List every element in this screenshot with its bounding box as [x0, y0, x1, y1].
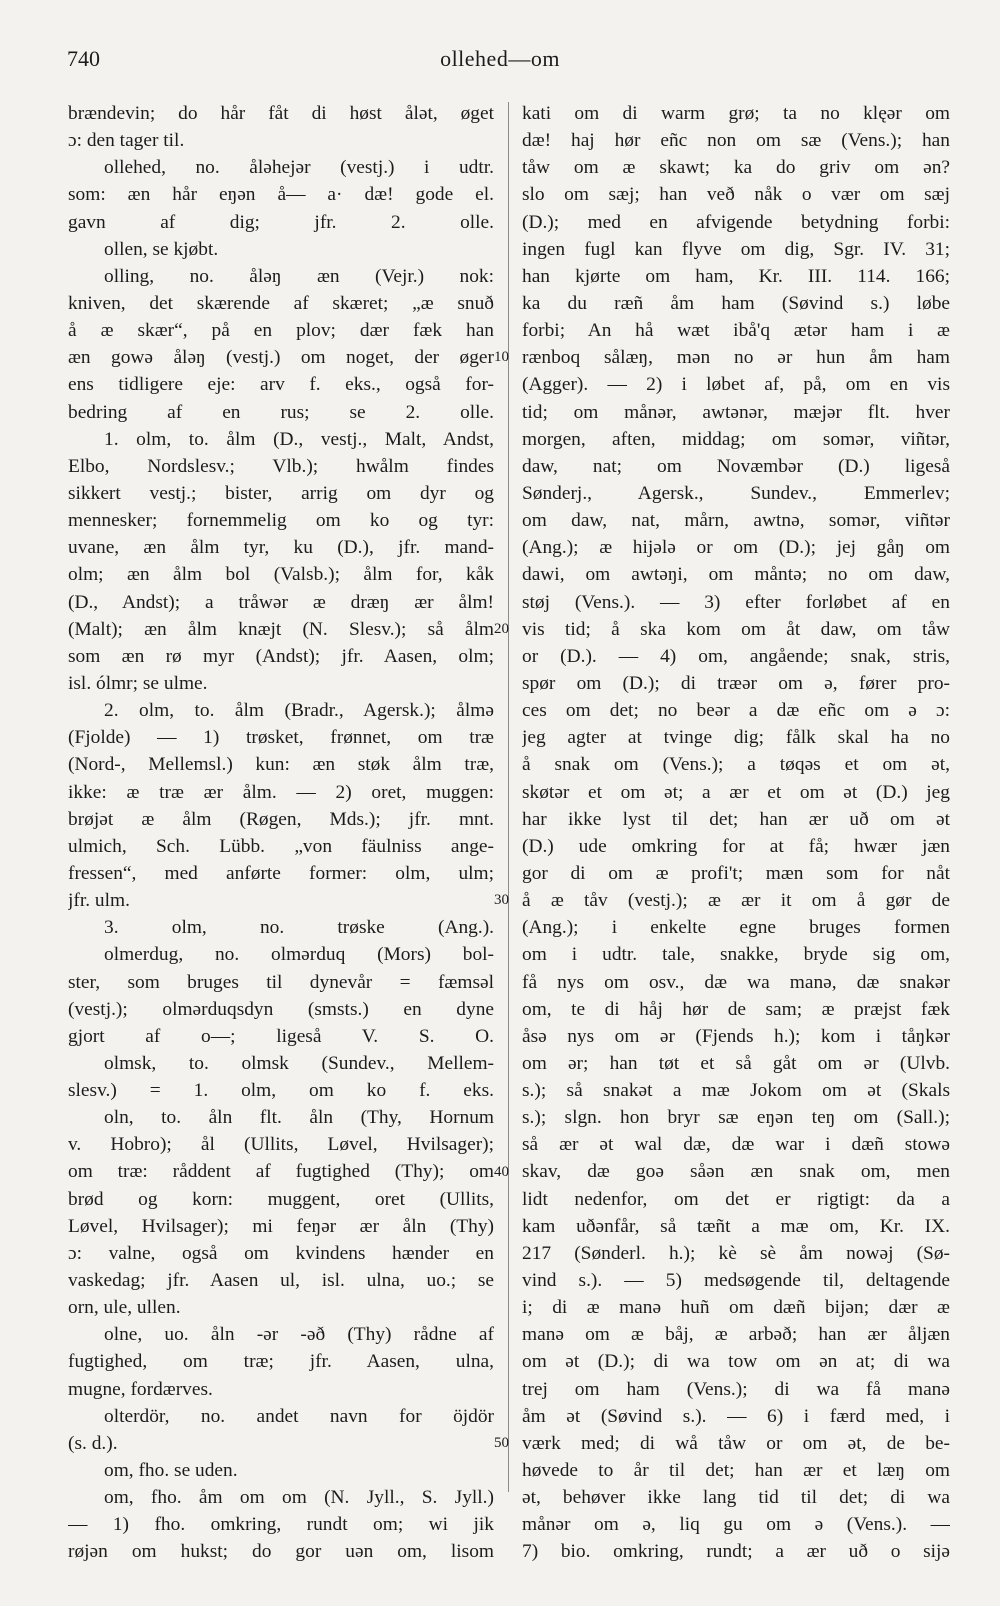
- page-number: 740: [67, 46, 100, 71]
- column-divider: [508, 102, 509, 1492]
- text-line: olmsk, to. olmsk (Sundev., Mellem-: [104, 1052, 494, 1074]
- line-number: 10: [494, 349, 509, 366]
- text-line: slesv.) = 1. olm, om ko f. eks.: [68, 1080, 494, 1102]
- text-line: om ət (D.); di wa tow om ən at; di wa: [522, 1351, 950, 1373]
- line-number: 30: [494, 892, 509, 909]
- text-line: brøjət æ ålm (Røgen, Mds.); jfr. mnt.: [68, 808, 494, 830]
- text-line: åm ət (Søvind s.). — 6) i færd med, i: [522, 1405, 950, 1427]
- text-line: olterdör, no. andet navn for öjdör: [104, 1405, 494, 1427]
- text-line: gor di om æ profi't; mæn som for nåt: [522, 862, 950, 884]
- text-line: åsə nys om ər (Fjends h.); kom i tåŋkər: [522, 1025, 950, 1047]
- text-line: 217 (Sønderl. h.); kè sè åm nowəj (Sø-: [522, 1242, 950, 1264]
- text-line: vind s.). — 5) medsøgende til, deltagende: [522, 1270, 950, 1292]
- text-line: 2. olm, to. ålm (Bradr., Agersk.); ålmə: [104, 700, 494, 722]
- text-line: i; di æ manə huñ om dæñ bijən; dær æ: [522, 1297, 950, 1319]
- text-line: mugne, fordærves.: [68, 1378, 213, 1400]
- text-line: (Agger). — 2) i løbet af, på, om en vis: [522, 374, 950, 396]
- running-title: ollehed—om: [440, 46, 560, 71]
- text-line: (D.) ude omkring for at få; hwær jæn: [522, 835, 950, 857]
- text-line: isl. ólmr; se ulme.: [68, 672, 208, 694]
- text-line: om, fho. åm om om (N. Jyll., S. Jyll.): [104, 1487, 494, 1509]
- text-line: ka du ræñ åm ham (Søvind s.) løbe: [522, 292, 950, 314]
- text-line: kati om di warm grø; ta no klęər om: [522, 103, 950, 124]
- text-line: manə om æ båj, æ arbəð; han ær åljæn: [522, 1324, 950, 1346]
- text-line: 7) bio. omkring, rundt; a ær uð o sijə: [522, 1541, 950, 1563]
- text-line: (D., Andst); a tråwər æ dræŋ ær ålm!: [68, 591, 494, 613]
- text-line: Elbo, Nordslesv.; Vlb.); hwålm findes: [68, 455, 494, 477]
- text-line: s.); så snakət a mæ Jokom om ət (Skals: [522, 1080, 950, 1102]
- line-number: 40: [494, 1163, 509, 1180]
- text-line: skav, dæ goə såən æn snak om, men: [522, 1161, 950, 1183]
- text-line: ɔ: den tager til.: [68, 130, 185, 152]
- text-line: s.); slgn. hon bryr sæ eŋən teŋ om (Sall.);: [522, 1107, 950, 1129]
- text-line: (D.); med en afvigende betydning forbi:: [522, 211, 950, 233]
- text-line: ulmich, Sch. Lübb. „von fäulniss ange-: [68, 835, 494, 857]
- text-line: vis tid; å ska kom om åt daw, om tåw: [522, 618, 950, 640]
- text-line: forbi; An hå wæt ibå'q ætər ham i æ: [522, 320, 950, 342]
- text-line: tåw om æ skawt; ka do griv om ən?: [522, 157, 950, 179]
- text-line: or (D.). — 4) om, angående; snak, stris,: [522, 645, 950, 667]
- text-line: (vestj.); olmərduqsdyn (smsts.) en dyne: [68, 998, 494, 1020]
- text-line: uvane, æn ålm tyr, ku (D.), jfr. mand-: [68, 537, 494, 559]
- text-line: høvede to år til det; han ær et læŋ om: [522, 1460, 950, 1482]
- right-column: [522, 100, 950, 1566]
- text-line: fugtighed, om træ; jfr. Aasen, ulna,: [68, 1351, 494, 1373]
- text-line: ollehed, no. åləhejər (vestj.) i udtr.: [104, 157, 494, 179]
- text-line: v. Hobro); ål (Ullits, Løvel, Hvilsager);: [68, 1134, 494, 1156]
- text-line: (Ang.); i enkelte egne bruges formen: [522, 917, 950, 939]
- text-line: æn gowə åləŋ (vestj.) om noget, der øger: [68, 347, 494, 369]
- text-line: ens tidligere eje: arv f. eks., også for-: [68, 374, 494, 396]
- text-line: få nys om osv., dæ wa manə, dæ snakər: [522, 971, 950, 993]
- text-line: ster, som bruges til dynevår = fæmsəl: [68, 971, 494, 993]
- text-line: tid; om månər, awtənər, mæjər flt. hver: [522, 401, 950, 423]
- text-line: om træ: råddent af fugtighed (Thy); om: [68, 1161, 494, 1183]
- text-line: oln, to. åln flt. åln (Thy, Hornum: [104, 1107, 494, 1129]
- left-column: [68, 100, 494, 1566]
- text-line: røjən om hukst; do gor uən om, lisom: [68, 1541, 494, 1563]
- text-line: spør om (D.); di træər om ə, fører pro-: [522, 672, 950, 694]
- text-line: så ær ət wal dæ, dæ war i dæñ stowə: [522, 1134, 950, 1156]
- text-line: jfr. ulm.: [68, 890, 130, 912]
- text-line: brændevin; do hår fåt di høst ålət, øget: [68, 103, 494, 124]
- text-line: å æ skær“, på en plov; dær fæk han: [68, 320, 494, 342]
- text-line: dæ! haj hør eñc non om sæ (Vens.); han: [522, 130, 950, 152]
- text-line: Løvel, Hvilsager); mi feŋər ær åln (Thy): [68, 1215, 494, 1237]
- text-line: — 1) fho. omkring, rundt om; wi jik: [68, 1514, 494, 1536]
- text-line: gjort af o—; ligeså V. S. O.: [68, 1025, 494, 1047]
- text-line: morgen, aften, middag; om somər, viñtər,: [522, 428, 950, 450]
- text-line: Sønderj., Agersk., Sundev., Emmerlev;: [522, 482, 950, 504]
- text-line: vaskedag; jfr. Aasen ul, isl. ulna, uo.; se: [68, 1270, 494, 1292]
- text-line: 1. olm, to. ålm (D., vestj., Malt, Andst,: [104, 428, 494, 450]
- text-line: han kjørte om ham, Kr. III. 114. 166;: [522, 265, 950, 287]
- text-line: mennesker; fornemmelig om ko og tyr:: [68, 510, 494, 532]
- text-line: ət, behøver ikke lang tid til det; di wa: [522, 1487, 950, 1509]
- text-line: (Nord-, Mellemsl.) kun: æn støk ålm træ,: [68, 754, 494, 776]
- text-line: olmerdug, no. olmərduq (Mors) bol-: [104, 944, 494, 966]
- text-line: olm; æn ålm bol (Valsb.); ålm for, kåk: [68, 564, 494, 586]
- running-head: [0, 46, 1000, 76]
- text-line: slo om sæj; han veð nåk o vær om sæj: [522, 184, 950, 206]
- text-line: som æn rø myr (Andst); jfr. Aasen, olm;: [68, 645, 494, 667]
- text-line: ingen fugl kan flyve om dig, Sgr. IV. 31;: [522, 238, 950, 260]
- text-line: dawi, om awtəŋi, om måntə; no om daw,: [522, 564, 950, 586]
- text-line: daw, nat; om Novæmbər (D.) ligeså: [522, 455, 950, 477]
- text-line: olne, uo. åln -ər -əð (Thy) rådne af: [104, 1324, 494, 1346]
- text-line: om i udtr. tale, snakke, bryde sig om,: [522, 944, 950, 966]
- text-line: orn, ule, ullen.: [68, 1297, 181, 1319]
- text-line: ɔ: valne, også om kvindens hænder en: [68, 1242, 494, 1264]
- text-line: (Ang.); æ hijələ or om (D.); jej gåŋ om: [522, 537, 950, 559]
- text-line: bedring af en rus; se 2. olle.: [68, 401, 494, 423]
- text-line: sikkert vestj.; bister, arrig om dyr og: [68, 482, 494, 504]
- line-number: 50: [494, 1435, 509, 1452]
- text-line: fressen“, med anførte former: olm, ulm;: [68, 862, 494, 884]
- text-line: om daw, nat, mårn, awtnə, somər, viñtər: [522, 510, 950, 532]
- text-line: 3. olm, no. trøske (Ang.).: [104, 917, 494, 939]
- text-line: ikke: æ træ ær ålm. — 2) oret, muggen:: [68, 781, 494, 803]
- text-line: om, te di håj hør de sam; æ præjst fæk: [522, 998, 950, 1020]
- text-line: kam uðənfår, så tæñt a mæ om, Kr. IX.: [522, 1215, 950, 1237]
- text-line: ces om det; no beər a dæ eñc om ə ɔ:: [522, 700, 950, 722]
- text-line: jeg agter at tvinge dig; fålk skal ha no: [522, 727, 950, 749]
- text-line: om ər; han tøt et så gåt om ər (Ulvb.: [522, 1052, 950, 1074]
- line-number: 20: [494, 620, 509, 637]
- text-line: som: æn hår eŋən å— a· dæ! gode el.: [68, 184, 494, 206]
- text-line: værk med; di wå tåw or om ət, de be-: [522, 1432, 950, 1454]
- text-line: trej om ham (Vens.); di wa få manə: [522, 1378, 950, 1400]
- text-line: (Malt); æn ålm knæjt (N. Slesv.); så ålm: [68, 618, 494, 640]
- text-line: olling, no. åləŋ æn (Vejr.) nok:: [104, 265, 494, 287]
- text-line: lidt nedenfor, om det er rigtigt: da a: [522, 1188, 950, 1210]
- text-line: brød og korn: muggent, oret (Ullits,: [68, 1188, 494, 1210]
- text-line: månər om ə, liq gu om ə (Vens.). —: [522, 1514, 950, 1536]
- text-line: skøtər et om ət; a ær et om ət (D.) jeg: [522, 781, 950, 803]
- text-line: å snak om (Vens.); a tøqəs et om ət,: [522, 754, 950, 776]
- text-line: kniven, det skærende af skæret; „æ snuð: [68, 292, 494, 314]
- text-line: (Fjolde) — 1) trøsket, frønnet, om træ: [68, 727, 494, 749]
- text-line: om, fho. se uden.: [104, 1460, 238, 1482]
- text-line: å æ tåv (vestj.); æ ær it om å gør de: [522, 890, 950, 912]
- text-line: rænboq sålæŋ, mən no ər hun åm ham: [522, 347, 950, 369]
- text-line: ollen, se kjøbt.: [104, 238, 219, 260]
- text-line: støj (Vens.). — 3) efter forløbet af en: [522, 591, 950, 613]
- text-line: gavn af dig; jfr. 2. olle.: [68, 211, 494, 233]
- text-line: (s. d.).: [68, 1432, 118, 1454]
- text-line: har ikke lyst til det; han ær uð om ət: [522, 808, 950, 830]
